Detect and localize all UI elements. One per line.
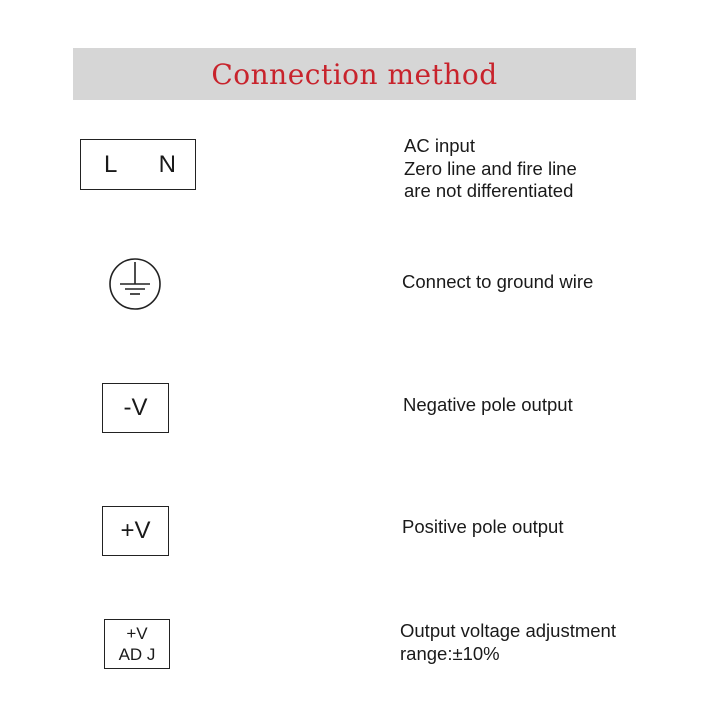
- terminal-label-n: N: [158, 150, 176, 178]
- desc-line: range:±10%: [400, 642, 500, 664]
- ground-description: [402, 271, 593, 294]
- desc-line: Output voltage adjustment: [400, 620, 616, 641]
- ground-symbol-icon: [108, 257, 162, 311]
- negative-description: [403, 394, 573, 417]
- ln-terminal-symbol: [80, 139, 196, 190]
- desc-line: Negative pole output: [403, 394, 573, 415]
- desc-line: are not differentiated: [404, 180, 574, 201]
- ac-input-description: [404, 135, 577, 203]
- negative-terminal-symbol: [102, 383, 169, 433]
- desc-line: Connect to ground wire: [402, 271, 594, 292]
- desc-line: AC input: [404, 135, 475, 156]
- title-bar: [73, 48, 636, 100]
- adjust-description: [400, 620, 616, 665]
- positive-description: [402, 516, 563, 539]
- positive-terminal-symbol: [102, 506, 169, 556]
- terminal-label-adjust-bottom: AD J: [118, 645, 156, 664]
- terminal-label-positive: +V: [120, 517, 151, 544]
- desc-line: Positive pole output: [402, 516, 564, 537]
- page-title: Connection method: [211, 57, 498, 91]
- terminal-label-negative: -V: [123, 394, 148, 421]
- terminal-label-l: L: [104, 150, 118, 178]
- desc-line: Zero line and fire line: [404, 157, 577, 179]
- adjust-terminal-symbol: [104, 619, 170, 669]
- terminal-label-adjust-top: +V: [126, 624, 148, 643]
